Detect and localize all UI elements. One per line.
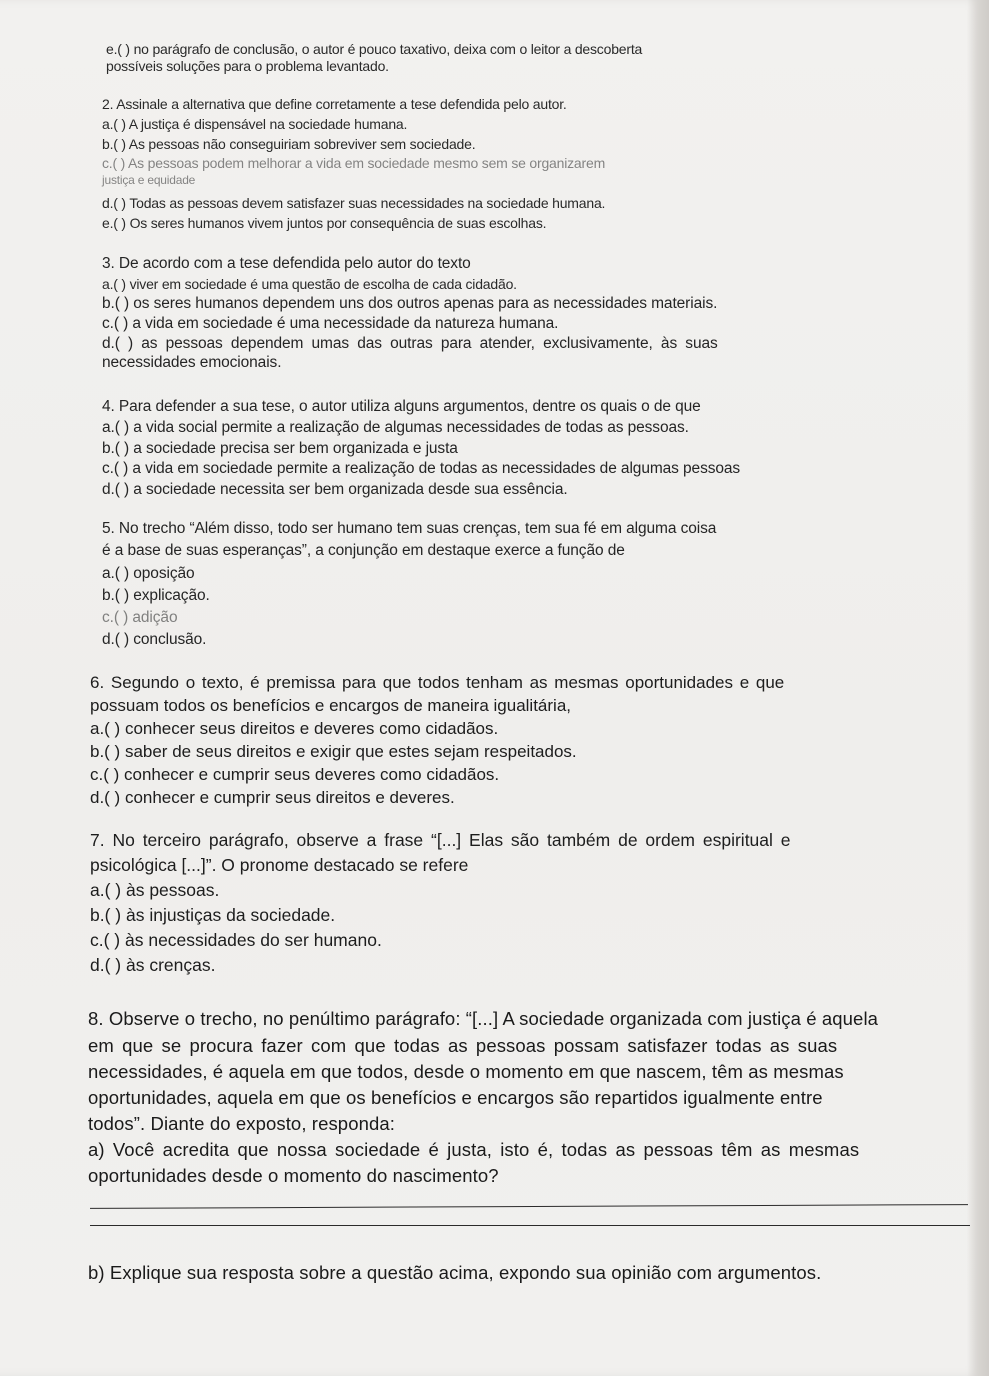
question-3-option-c: c.( ) a vida em sociedade é uma necessidade da natureza humana. bbox=[102, 315, 559, 332]
question-2-option-d: d.( ) Todas as pessoas devem satisfazer suas necessidades na sociedade humana. bbox=[102, 195, 606, 211]
question-5-prompt-line1: 5. No trecho “Além disso, todo ser humano tem suas crenças, tem sua fé em alguma coisa bbox=[102, 520, 717, 537]
question-6-option-d: d.( ) conhecer e cumprir seus direitos e deveres. bbox=[90, 788, 455, 807]
answer-line-2 bbox=[90, 1225, 970, 1226]
question-2-option-c-line1: c.( ) As pessoas podem melhorar a vida em sociedade mesmo sem se organizarem bbox=[102, 155, 606, 171]
option-1e-line2: possíveis soluções para o problema levantado. bbox=[106, 58, 389, 74]
question-2-option-e: e.( ) Os seres humanos vivem juntos por consequência de suas escolhas. bbox=[102, 215, 547, 231]
question-3-prompt: 3. De acordo com a tese defendida pelo autor do texto bbox=[102, 255, 471, 272]
question-8-prompt-line5: todos”. Diante do exposto, responda: bbox=[88, 1113, 395, 1134]
question-6-prompt-line1: 6. Segundo o texto, é premissa para que todos tenham as mesmas oportunidades e que bbox=[90, 673, 785, 692]
question-6-prompt-line2: possuam todos os benefícios e encargos de maneira igualitária, bbox=[90, 696, 572, 715]
question-5-option-c: c.( ) adição bbox=[102, 609, 178, 626]
question-2-option-a: a.( ) A justiça é dispensável na sociedade humana. bbox=[102, 116, 408, 132]
question-6-option-c: c.( ) conhecer e cumprir seus deveres como cidadãos. bbox=[90, 765, 500, 784]
question-7-prompt-line2: psicológica [...]”. O pronome destacado se refere bbox=[90, 855, 469, 875]
question-5-prompt-line2: é a base de suas esperanças”, a conjunção em destaque exerce a função de bbox=[102, 542, 625, 559]
question-8-prompt-line1: 8. Observe o trecho, no penúltimo parágrafo: “[...] A sociedade organizada com justiça é aquela bbox=[88, 1008, 879, 1029]
question-5-option-d: d.( ) conclusão. bbox=[102, 631, 207, 648]
question-6-option-b: b.( ) saber de seus direitos e exigir que estes sejam respeitados. bbox=[90, 742, 577, 761]
question-8a-prompt-line1: a) Você acredita que nossa sociedade é justa, isto é, todas as pessoas têm as mesmas bbox=[88, 1139, 860, 1160]
question-7-option-b: b.( ) às injustiças da sociedade. bbox=[90, 905, 336, 925]
question-4-prompt: 4. Para defender a sua tese, o autor utiliza alguns argumentos, dentre os quais o de que bbox=[102, 398, 701, 415]
question-7-prompt-line1: 7. No terceiro parágrafo, observe a frase “[...] Elas são também de ordem espiritual e bbox=[90, 830, 791, 850]
question-4-option-d: d.( ) a sociedade necessita ser bem organizada desde sua essência. bbox=[102, 481, 568, 498]
question-2-option-b: b.( ) As pessoas não conseguiriam sobreviver sem sociedade. bbox=[102, 136, 476, 152]
question-5-option-a: a.( ) oposição bbox=[102, 565, 195, 582]
page-edge-shadow bbox=[967, 0, 989, 1376]
question-8-prompt-line4: oportunidades, aquela em que os benefícios e encargos são repartidos igualmente entre bbox=[88, 1087, 823, 1108]
question-4-option-a: a.( ) a vida social permite a realização de algumas necessidades de todas as pessoas. bbox=[102, 419, 689, 436]
question-6-option-a: a.( ) conhecer seus direitos e deveres como cidadãos. bbox=[90, 719, 499, 738]
question-3-option-d-line1: d.( ) as pessoas dependem umas das outras para atender, exclusivamente, às suas bbox=[102, 335, 718, 352]
question-7-option-a: a.( ) às pessoas. bbox=[90, 880, 220, 900]
question-8a-prompt-line2: oportunidades desde o momento do nascimento? bbox=[88, 1165, 499, 1186]
question-7-option-d: d.( ) às crenças. bbox=[90, 955, 216, 975]
question-7-option-c: c.( ) às necessidades do ser humano. bbox=[90, 930, 382, 950]
question-2-option-c-line2: justiça e equidade bbox=[102, 173, 196, 187]
question-8-prompt-line3: necessidades, é aquela em que todos, desde o momento em que nascem, têm as mesmas bbox=[88, 1061, 844, 1082]
question-2-prompt: 2. Assinale a alternativa que define corretamente a tese defendida pelo autor. bbox=[102, 96, 567, 112]
question-3-option-b: b.( ) os seres humanos dependem uns dos outros apenas para as necessidades materiais. bbox=[102, 295, 718, 312]
question-4-option-b: b.( ) a sociedade precisa ser bem organizada e justa bbox=[102, 440, 458, 457]
question-3-option-d-line2: necessidades emocionais. bbox=[102, 354, 282, 371]
question-5-option-b: b.( ) explicação. bbox=[102, 587, 210, 604]
question-3-option-a: a.( ) viver em sociedade é uma questão de escolha de cada cidadão. bbox=[102, 276, 517, 292]
answer-line-1 bbox=[90, 1204, 968, 1209]
question-8-prompt-line2: em que se procura fazer com que todas as pessoas possam satisfazer todas as suas bbox=[88, 1035, 838, 1056]
option-1e-line1: e.( ) no parágrafo de conclusão, o autor é pouco taxativo, deixa com o leitor a descoberta bbox=[106, 41, 643, 57]
question-8b-prompt: b) Explique sua resposta sobre a questão acima, expondo sua opinião com argumentos. bbox=[88, 1262, 822, 1283]
question-4-option-c: c.( ) a vida em sociedade permite a realização de todas as necessidades de algumas pessoas bbox=[102, 460, 741, 477]
